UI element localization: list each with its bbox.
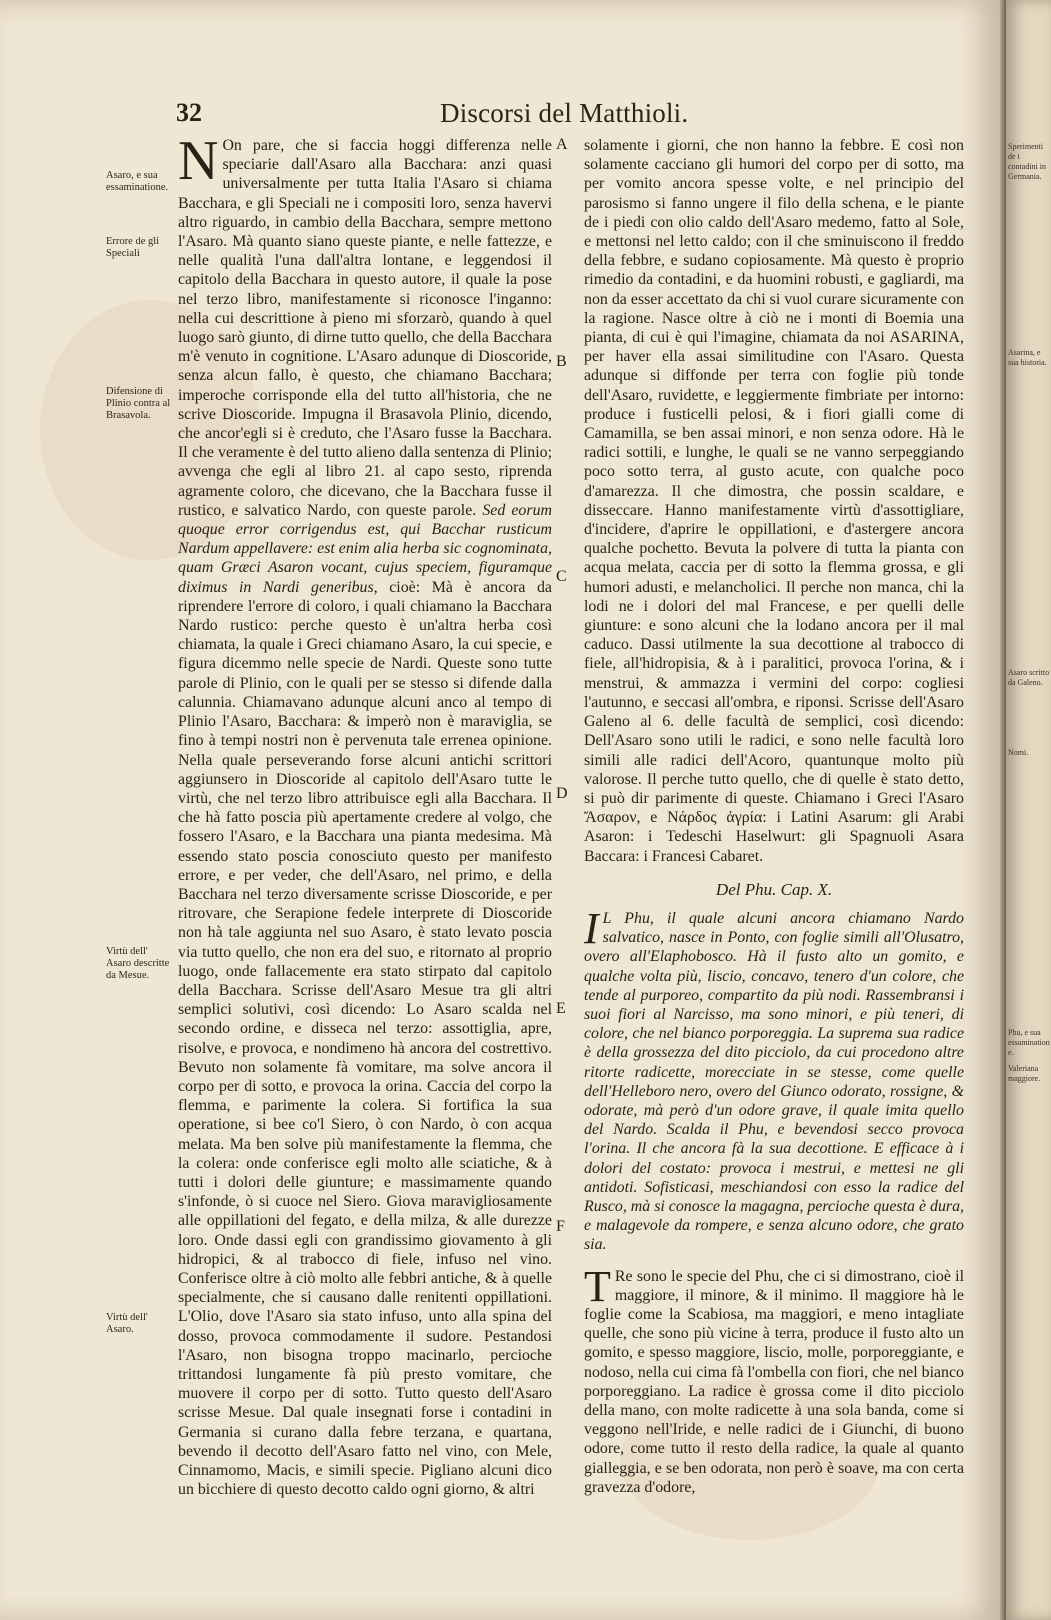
margin-note-asaro: Asaro, e sua essaminatione. — [106, 170, 169, 193]
edge-note-asarina: Asarina, e sua historia. — [1008, 348, 1047, 367]
section-letter-a: A — [556, 136, 568, 153]
phu-species-paragraph — [584, 1261, 964, 1497]
phu-description: L Phu, il quale alcuni ancora chiamano Nardo salvatico, nasce in Ponto, con foglie simili all'Olusatro, overo all'Elaphobosco. Hà il fusto alto un gomito, e qualche volta più, liscio, concavo, tenero d'un colore, che tende al purporeo, compartito da più nodi. Rassembransi i suoi fiori al Narcisso, ma sono minori, e più teneri, di colore, che nel bianco porporeggia. La suprema sua radice è della grossezza del dito picciolo, da cui procedono altre ritorte radicette, morecciate in se stesse, come quelle dell'Helleboro nero, overo del Giunco odorato, rossigne, & odorate, mà però d'un odore grave, il quale imita quello del Nardo. Scalda il Phu, e bevendosi secco provoca l'orina. Il che ancora fà la sua decottione. E efficace à i dolori del costato: provoca i mestrui, e mettesi ne gli antidoti. Sofisticasi, meschiandosi con esso la radice del Rusco, mà si conosce la magagna, percioche questa è dura, e malagevole da rompere, e senza alcuno odore, che grato sia. — [584, 909, 964, 1254]
asaro-paragraph-text: On pare, che si faccia hoggi differenza nelle speciarie dall'Asaro alla Bacchara: anzi quasi universalmente per tutta Italia l'Asaro si chiama Bacchara, e gli Speciali ne i compositi loro, senza havervi altro riguardo, in cambio della Bacchara, sempre mettono l'Asaro. Mà quanto siano queste piante, e nelle fattezze, e nelle qualità l'una dall'altra lontane, e leggendosi il capitolo della Bacchara in questo autore, il quale la pose nel terzo libro, manifestamente si riconosce l'inganno: nella cui descrittione à pieno mi sforzarò, quando à quel luogo sarò giunto, di dirne tutto quello, che della Bacchara m'è venuto in cognitione. L'Asaro adunque di Dioscoride, senza alcun fallo, è questo, che chiamano Bacchara; imperoche corrisponde ella del tutto all'historia, che ne scrive Dioscoride. Impugna il Brasavola Plinio, dicendo, che ancor'egli si è creduto, che l'Asaro fusse la Bacchara. Il che veramente è del tutto alieno dalla sentenza di Plinio; avvenga che egli al libro 21. al capo sesto, riprenda agramente coloro, che dicevano, che la Bacchara fusse il rustico, e salvatico Nardo, con queste parole. — [178, 137, 552, 519]
right-text-column — [584, 136, 964, 1497]
drop-cap: N — [178, 130, 219, 192]
margin-note-virtu-mesue: Virtù dell' Asaro descritte da Mesue. — [106, 946, 170, 981]
asaro-paragraph-continued: cioè: Mà è ancora da riprendere l'errore di coloro, i quali chiamano la Bacchara Nardo rustico: perche questo è un'altra herba così chiamata, la quale i Greci chiamano Asaro, la cui specie, e figura dicemmo nelle specie de Nardi. Queste sono tutte parole di Plinio, con le quali per se stesso si difende dalla calunnia. Chiamavano adunque alcuni anco al tempo di Plinio l'Asaro, Bacchara: & imperò non è maraviglia, se fino à tempi nostri non è pervenuta tale errenea opinione. Nella quale perseverando forse alcuni antichi scrittori aggiunsero in Dioscoride al capitolo dell'Asaro tutte le virtù, che nel terzo libro attribuisce egli alla Bacchara. Il che hà fatto poscia più apertamente credere al volgo, che fossero l'Asaro, e la Bacchara una pianta medesima. Mà essendo stato poscia conosciuto questo per manifesto errore, e per veder, che dell'Asaro, nel primo, e della Bacchara nel terzo diversamente scrisse Dioscoride, e per ritrovare, che Serapione fedele interprete di Dioscoride non hà tale aggiunta nel suo Asaro, è stato levato poscia via tutto quello, che non era del suo, e ritornato al proprio luogo, onde fallacemente era stato stirpato dal capitolo della Bacchara. Scrisse dell'Asaro Mesue tra gli altri semplici solutivi, così dicendo: Lo Asaro scalda nel secondo ordine, e disseca nel terzo: assottiglia, apre, risolve, e provoca, e nondimeno hà ancora del costrettivo. Bevuto non solamente fà vomitare, ma solve ancora il corpo per di sotto, e provoca la orina. Caccia del corpo la flemma, e parimente la colera. Si fortifica la sua operatione, si bee co'l Siero, ò con Nardo, ò con acqua melata. Ma ben solve più manifestamente la flemma, che la colera: onde conferisce egli molto alle sciatiche, & à tutti i dolori delle giunture; e massimamente quando s'infonde, ò si cuoce nel Siero. Giova maravigliosamente alle oppillationi del fegato, e della milza, & alle durezze loro. Onde dassi egli con grandissimo giovamento à gli hidropici, & al trabocco di fiele, infuso nel vino. Conferisce oltre à ciò molto alle febbri antiche, & à quelle specialmente, che si causano dalle renitenti oppillationi. L'Olio, dove l'Asaro sia stato infuso, unto alla spina del dosso, provoca commodamente il sudore. Pestandosi l'Asaro, non bisogna troppo macinarlo, percioche trittandosi lungamente fà più presto vomitare, che muovere il corpo per di sotto. Tutto questo dell'Asaro scrisse Mesue. Dal quale insegnati forse i contadini in Germania si curano dalla febre terzana, e quartana, bevendo il decotto dell'Asaro fatto nel vino, con Mele, Cinnamomo, Macis, e simili specie. Pigliano alcuni dico un bicchiere di questo decotto caldo ogni giorno, & altri — [178, 578, 552, 1499]
latin-quotation: Sed eorum quoque error corrigendus est, qui Bacchar rusticum Nardum appellavere: est enim alia herba sic cognominata, quam Græci Asaron vocant, cujus speciem, figuramque diximus in Nardi generibus, — [178, 501, 552, 596]
edge-note-sperimenti: Sperimenti de i contadini in Germania. — [1008, 142, 1046, 181]
facing-page-edge — [1006, 0, 1051, 1620]
drop-cap: I — [584, 903, 599, 953]
margin-note-virtu-asaro: Virtù dell' Asaro. — [106, 1312, 148, 1335]
phu-chapter-text — [584, 903, 964, 1255]
left-text-column — [178, 130, 552, 1499]
left-paragraph — [178, 130, 552, 1499]
margin-note-difensione-plinio: Difensione di Plinio contra al Brasavola. — [106, 386, 171, 421]
asarina-paragraph: solamente i giorni, che non hanno la febbre. E così non solamente cacciano gli humori del corpo per di sotto, ma per vomito ancora spesse volte, e nel principio del parosismo si fanno ungere il filo della schena, e le piante de i piedi con olio caldo dell'Asaro medemo, fatto al Sole, e mettonsi nel letto caldo; con il che sminuiscono il freddo della febbre, e sudano copiosamente. Mà questo è proprio rimedio da contadini, e da huomini robusti, e gagliardi, ma non da esser accettato da chi si vuol curare sicuramente con la ragione. Nasce oltre à ciò ne i monti di Boemia una pianta, di cui è qui l'imagine, chiamata da noi ASARINA, per haver ella assai similitudine con l'Asaro. Questa adunque si diffonde per terra con foglie più tonde dell'Asaro, ruvidette, e leggiermente fimbriate per intorno: produce i fusticelli pelosi, & i fiori gialli come di Camamilla, se ben assai minori, e non senza odore. Hà le radici sottili, e lunghe, le quali se ne vanno serpeggiando poco sotto terra, al gusto acute, con qualche poco d'amarezza. Il che dimostra, che possin scaldare, e disseccare. Hanno manifestamente virtù d'assottigliare, d'incidere, d'aprire le oppillationi, e d'astergere ancora qualche pochetto. Bevuta la polvere di tutta la pianta con acqua melata, caccia per di sotto la flemma grossa, e gli humori adusti, e melancholici. Il perche non manca, chi la lodi ne i dolori del mal Francese, e per quelli delle giunture: e sono alcuni che la lodano ancora per il mal caduco. Dassi utilmente la sua decottione al trabocco di fiele, all'hidropisia, & à i paralitici, provoca l'orina, & i menstrui, & ammazza i vermini del corpo: cogliesi l'autunno, e seccasi all'ombra, e riponsi. Scrisse dell'Asaro Galeno al 6. delle facultà de semplici, così dicendo: Dell'Asaro sono utili le radici, e sono nelle facultà loro simili alle radici dell'Acoro, quantunque molto più valorose. Il perche tutto quello, che di quelle è stato detto, si può dir parimente di queste. Chiamano i Greci l'Asaro Ἄσαρον, e Νάρδος ἀγρία: i Latini Asarum: gli Arabi Asaron: i Tedeschi Haselwurt: gli Spagnuoli Asara Baccara: i Francesi Cabaret. — [584, 137, 964, 865]
running-head: Discorsi del Matthioli. — [440, 98, 689, 128]
section-letter-b: B — [556, 353, 567, 370]
edge-note-valeriana: Valeriana maggiore. — [1008, 1064, 1041, 1083]
section-letter-c: C — [556, 568, 567, 585]
page-number: 32 — [176, 98, 202, 127]
edge-note-nomi: Nomi. — [1008, 748, 1029, 757]
section-letter-d: D — [556, 785, 568, 802]
phu-species-text: Re sono le specie del Phu, che ci si dimostrano, cioè il maggiore, il minore, & il minimo. Il maggiore hà le foglie come la Scabiosa, ma maggiori, e meno intagliate quelle, che sono più vicine à terra, produce il fusto alto un gomito, e spesso maggiore, liscio, molle, porporeggiante, e nodoso, nella cui cima fà l'ombella con fiori, che nel bianco porporeggiano. La radice è grossa come il dito picciolo della mano, con molte radicette à una sola banda, come si veggono nell'Iride, e nelle radici de i Giunchi, di buono odore, come tutto il resto della radice, la quale al quanto gialleggia, e se ben odorata, non però è soave, ma con certa gravezza d'odore, — [584, 1267, 964, 1496]
paragraph-gap — [584, 1255, 964, 1267]
edge-note-phu: Phu, e sua essaminatione. — [1008, 1028, 1050, 1057]
chapter-title: Del Phu. Cap. X. — [715, 879, 833, 899]
section-letter-e: E — [556, 1000, 566, 1017]
section-letter-f: F — [556, 1218, 565, 1235]
edge-note-asaro-galeno: Asaro scritto da Galeno. — [1008, 668, 1050, 687]
margin-note-errore-speciali: Errore de gli Speciali — [106, 236, 160, 259]
drop-cap: T — [584, 1261, 611, 1311]
